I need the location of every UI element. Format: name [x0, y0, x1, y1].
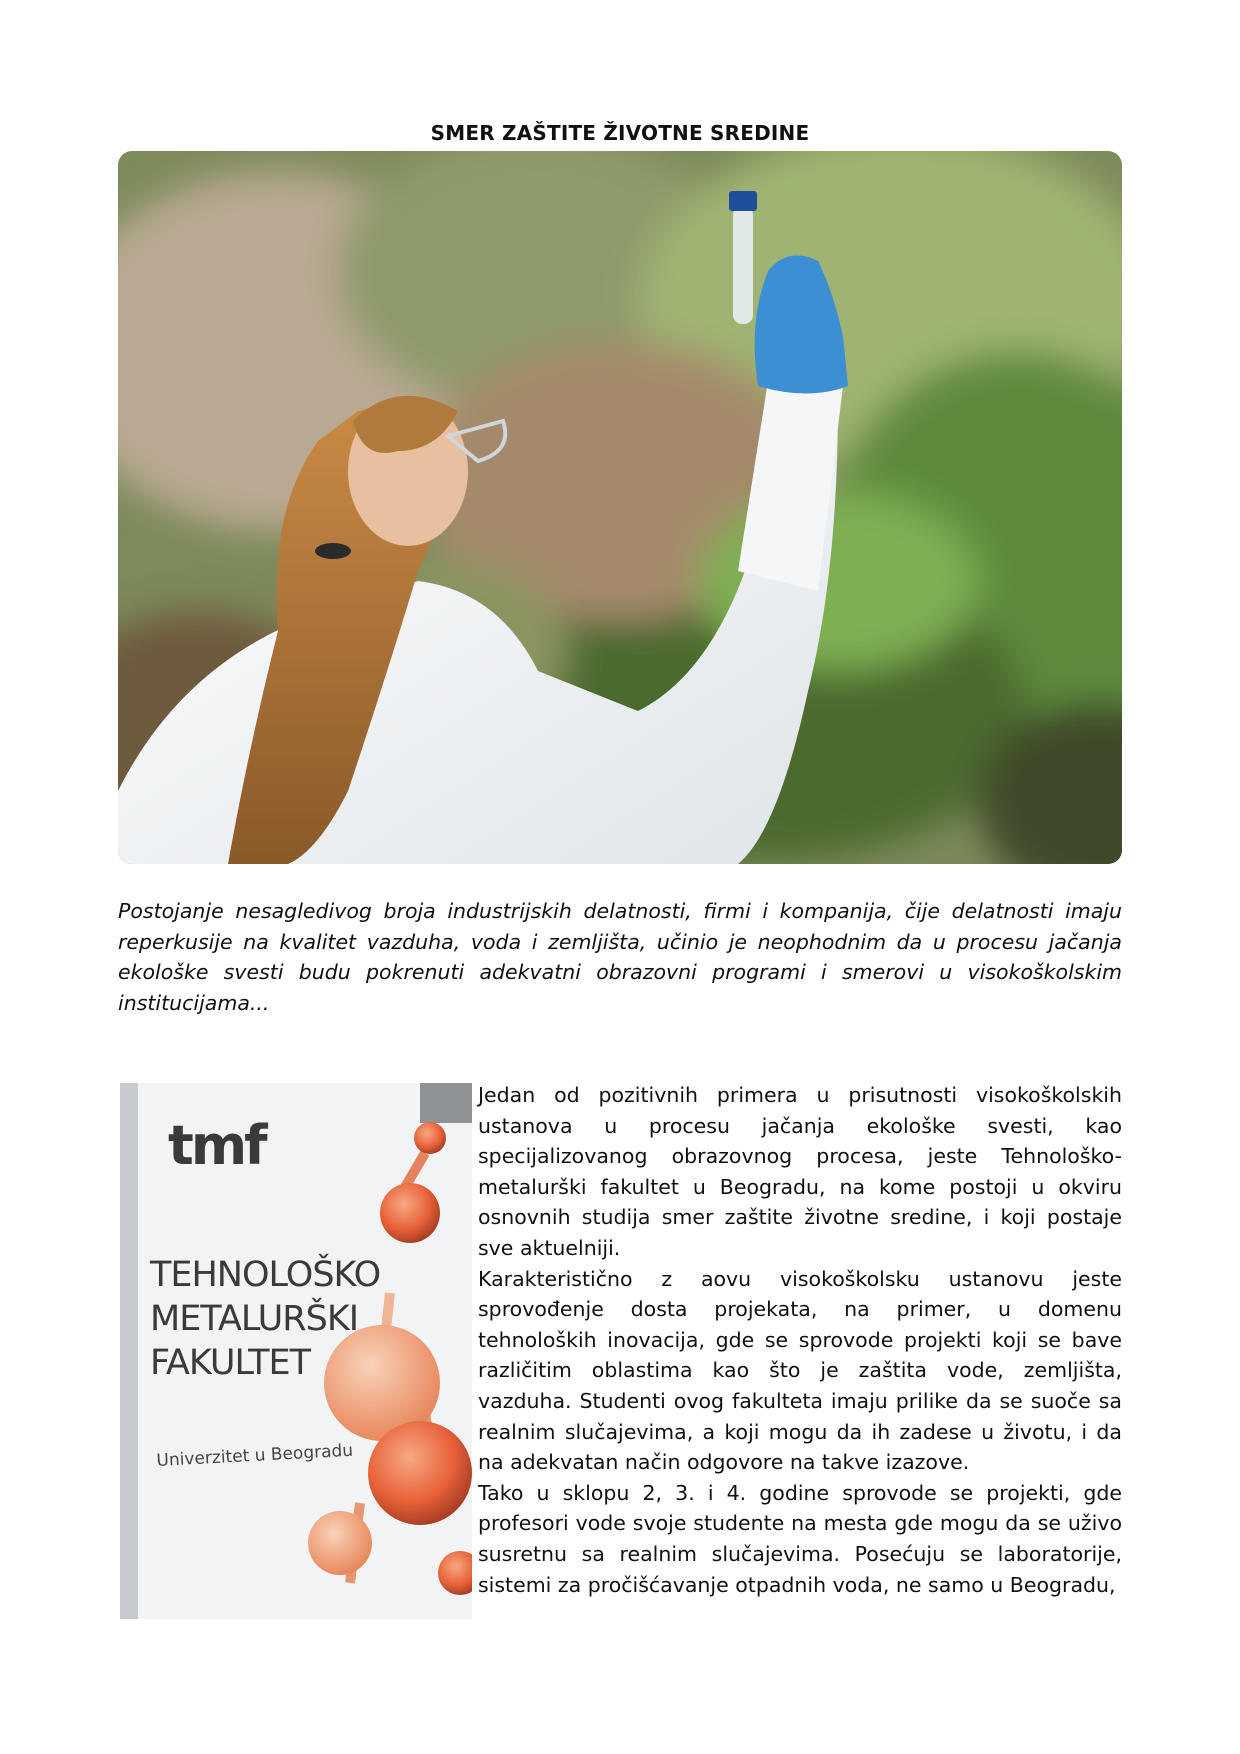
body-paragraph-3: Tako u sklopu 2, 3. i 4. godine sprovode se projekti, gde profesori vode svoje studente na mesta gde mogu da se uživo susretnu sa realnim slučajevima. Posećuju se laboratorije, sistemi za pročišćavanje otpadnih voda, ne samo u Beogradu,: [478, 1480, 1122, 1597]
tmf-poster-photo: [120, 1083, 472, 1619]
body-paragraph-2: Karakteristično z aovu visokoškolsku ustanovu jeste sprovođenje dosta projekata, na primer, u domenu tehnoloških inovacija, gde se sprovode projekti koji se bave različitim oblastima kao što je zaštita vode, zemljišta, vazduha. Studenti ovog fakulteta imaju prilike da se suoče sa realnim slučajevima, a koji mogu da ih zadese u životu, i da na adekvatan način odgovore na takve izazove.: [478, 1266, 1122, 1475]
scientist-photo-icon: [118, 151, 1122, 864]
body-text: [478, 1080, 1122, 1600]
poster-subtitle: Univerzitet u Beogradu: [156, 1440, 354, 1471]
poster-line-2: METALURŠKI: [150, 1299, 359, 1339]
page-title: SMER ZAŠTITE ŽIVOTNE SREDINE: [430, 121, 810, 145]
poster-line-3: FAKULTET: [150, 1343, 311, 1383]
poster-line-1: TEHNOLOŠKO: [150, 1255, 381, 1295]
intro-paragraph: Postojanje nesagledivog broja industrijskih delatnosti, firmi i kompanija, čije delatnosti imaju reperkusije na kvalitet vazduha, voda i zemljišta, učinio je neophodnim da u procesu jačanja ekološke svesti budu pokrenuti adekvatni obrazovni programi i smerovi u visokoškolskim institucijama...: [118, 899, 1122, 1015]
tmf-logo: tmf: [168, 1114, 265, 1177]
hero-photo: [118, 151, 1122, 864]
body-paragraph-1: Jedan od pozitivnih primera u prisutnosti visokoškolskih ustanova u procesu jačanja ekološke svesti, kao specijalizovanog obrazovnog procesa, jeste Tehnološko-metalurški fakultet u Beogradu, na kome postoji u okviru osnovnih studija smer zaštite životne sredine, i koji postaje sve aktuelniji.: [478, 1083, 1122, 1260]
